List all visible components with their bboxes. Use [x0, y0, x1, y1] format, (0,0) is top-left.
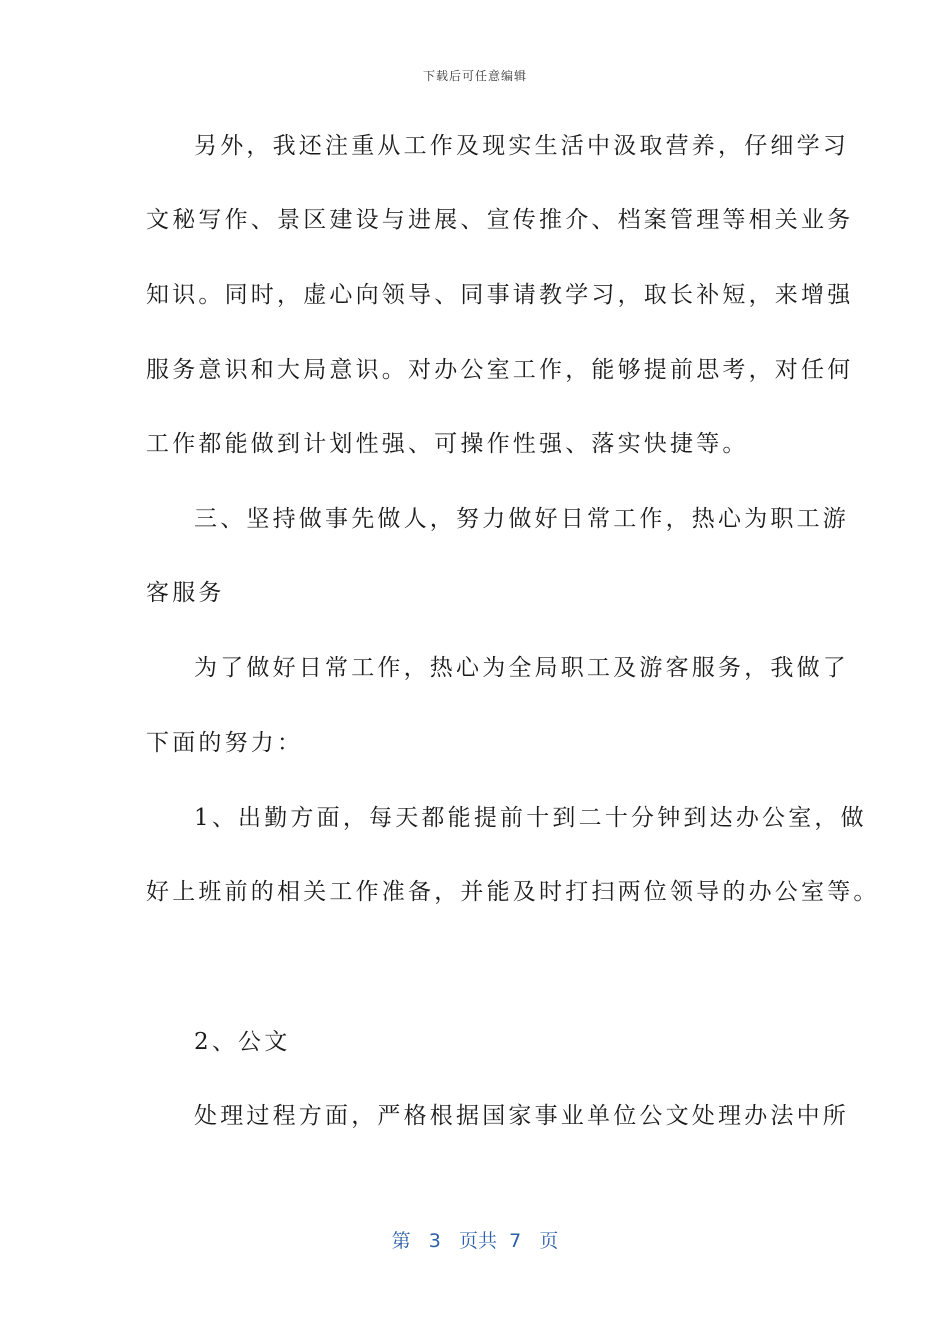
body-line-4: 服务意识和大局意识。对办公室工作，能够提前思考，对任何 [146, 357, 854, 383]
footer-total-pages: 7 [509, 1230, 522, 1252]
footer-current-page: 3 [428, 1230, 441, 1252]
footer-suffix: 页 [539, 1230, 559, 1252]
page-footer [0, 1226, 950, 1253]
footer-prefix: 第 [391, 1230, 411, 1252]
list-item-1: 1、出勤方面，每天都能提前十到二十分钟到达办公室，做 [194, 805, 867, 831]
body-line-9: 下面的努力： [146, 730, 304, 756]
body-line-5: 工作都能做到计划性强、可操作性强、落实快捷等。 [146, 431, 749, 457]
page-header: 下载后可任意编辑 [422, 69, 527, 83]
body-line-3: 知识。同时，虚心向领导、同事请教学习，取长补短，来增强 [146, 282, 854, 308]
list-item-1-cont: 好上班前的相关工作准备，并能及时打扫两位领导的办公室等。 [146, 879, 880, 905]
section-heading-3-cont: 客服务 [146, 580, 225, 606]
body-line-1: 另外，我还注重从工作及现实生活中汲取营养，仔细学习 [194, 133, 849, 159]
body-line-13: 处理过程方面，严格根据国家事业单位公文处理办法中所 [194, 1103, 849, 1129]
footer-middle: 页共 [459, 1230, 498, 1252]
section-heading-3: 三、坚持做事先做人，努力做好日常工作，热心为职工游 [194, 506, 849, 532]
list-item-2: 2、公文 [194, 1029, 291, 1055]
body-line-8: 为了做好日常工作，热心为全局职工及游客服务，我做了 [194, 655, 849, 681]
body-line-2: 文秘写作、景区建设与进展、宣传推介、档案管理等相关业务 [146, 207, 854, 233]
